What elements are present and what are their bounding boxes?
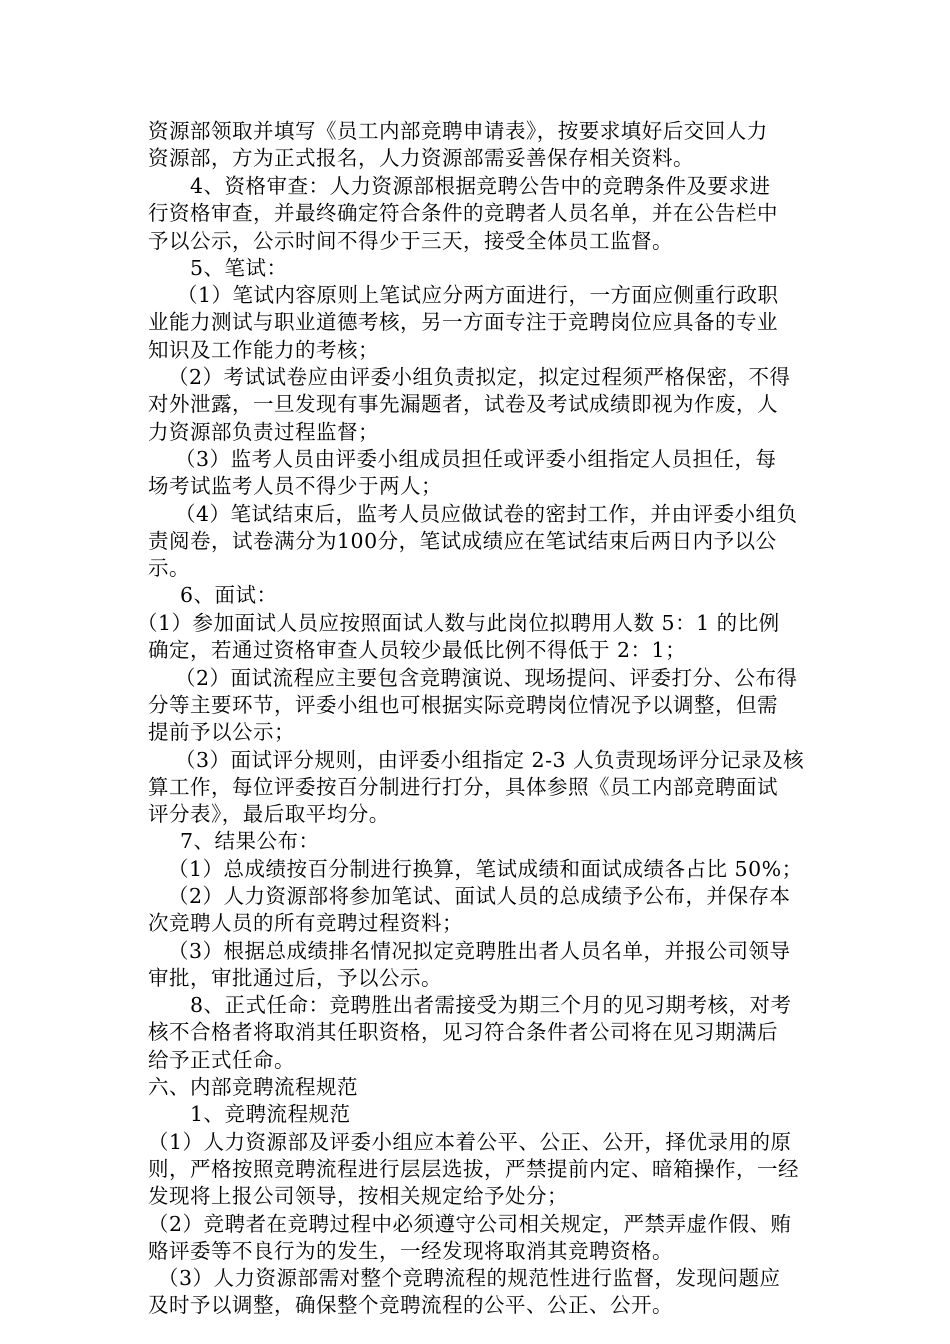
text-line: 则，严格按照竞聘流程进行层层选拔，严禁提前内定、暗箱操作，一经 [148, 1157, 799, 1181]
text-line: 资源部，方为正式报名，人力资源部需妥善保存相关资料。 [148, 146, 694, 170]
text-line: 5、笔试： [190, 256, 288, 280]
text-line: 示。 [148, 556, 190, 580]
text-line: 责阅卷，试卷满分为100分，笔试成绩应在笔试结束后两日内予以公 [148, 529, 777, 553]
text-line: 力资源部负责过程监督； [148, 420, 379, 444]
text-line: 审批，审批通过后，予以公示。 [148, 966, 442, 990]
text-line: （3）面试评分规则，由评委小组指定 2-3 人负责现场评分记录及核 [175, 748, 805, 772]
text-line: 及时予以调整，确保整个竞聘流程的公平、公正、公开。 [148, 1293, 673, 1317]
text-line: （3）人力资源部需对整个竞聘流程的规范性进行监督，发现问题应 [158, 1266, 781, 1290]
text-line: 予以公示，公示时间不得少于三天，接受全体员工监督。 [148, 229, 673, 253]
text-line: （2）面试流程应主要包含竞聘演说、现场提问、评委打分、公布得 [175, 666, 798, 690]
text-line: （2）人力资源部将参加笔试、面试人员的总成绩予公布，并保存本 [168, 884, 791, 908]
text-line: 业能力测试与职业道德考核，另一方面专注于竞聘岗位应具备的专业 [148, 310, 778, 334]
text-line: 算工作，每位评委按百分制进行打分，具体参照《员工内部竞聘面试 [148, 775, 778, 799]
text-line: 核不合格者将取消其任职资格，见习符合条件者公司将在见习期满后 [148, 1020, 778, 1044]
text-line: 分等主要环节，评委小组也可根据实际竞聘岗位情况予以调整，但需 [148, 693, 778, 717]
section-heading: 六、内部竞聘流程规范 [148, 1075, 358, 1099]
text-line: 提前予以公示； [148, 720, 295, 744]
text-line: 知识及工作能力的考核； [148, 338, 379, 362]
text-line: 6、面试： [180, 583, 278, 607]
text-line: 场考试监考人员不得少于两人； [148, 474, 442, 498]
text-line: 赂评委等不良行为的发生，一经发现将取消其竞聘资格。 [148, 1239, 673, 1263]
text-line: 给予正式任命。 [148, 1048, 295, 1072]
text-line: （2）竞聘者在竞聘过程中必须遵守公司相关规定，严禁弄虚作假、贿 [148, 1212, 792, 1236]
text-line: （1）参加面试人员应按照面试人数与此岗位拟聘用人数 5：1 的比例 [137, 611, 780, 635]
text-line: （3）监考人员由评委小组成员担任或评委小组指定人员担任，每 [175, 447, 777, 471]
text-line: 资源部领取并填写《员工内部竞聘申请表》，按要求填好后交回人力 [148, 119, 768, 143]
text-line: 行资格审查，并最终确定符合条件的竞聘者人员名单，并在公告栏中 [148, 201, 778, 225]
text-line: 7、结果公布： [180, 829, 320, 853]
text-line: 发现将上报公司领导，按相关规定给予处分； [148, 1184, 568, 1208]
text-line: 次竞聘人员的所有竞聘过程资料； [148, 911, 463, 935]
text-line: （4）笔试结束后，监考人员应做试卷的密封工作，并由评委小组负 [175, 502, 798, 526]
text-line: 评分表》，最后取平均分。 [148, 802, 390, 826]
text-line: （1）人力资源部及评委小组应本着公平、公正、公开，择优录用的原 [148, 1130, 792, 1154]
text-line: 确定，若通过资格审查人员较少最低比例不得低于 2：1； [148, 638, 687, 662]
text-line: 对外泄露，一旦发现有事先漏题者，试卷及考试成绩即视为作废，人 [148, 392, 778, 416]
text-line: 8、正式任命：竞聘胜出者需接受为期三个月的见习期考核，对考 [190, 993, 792, 1017]
text-line: （2）考试试卷应由评委小组负责拟定，拟定过程须严格保密，不得 [168, 365, 791, 389]
text-line: （1）总成绩按百分制进行换算，笔试成绩和面试成绩各占比 50%； [168, 857, 803, 881]
text-line: 4、资格审查：人力资源部根据竞聘公告中的竞聘条件及要求进 [190, 174, 771, 198]
text-line: （3）根据总成绩排名情况拟定竞聘胜出者人员名单，并报公司领导 [168, 939, 791, 963]
text-line: （1）笔试内容原则上笔试应分两方面进行，一方面应侧重行政职 [177, 283, 779, 307]
subsection-heading: 1、竞聘流程规范 [190, 1102, 351, 1126]
